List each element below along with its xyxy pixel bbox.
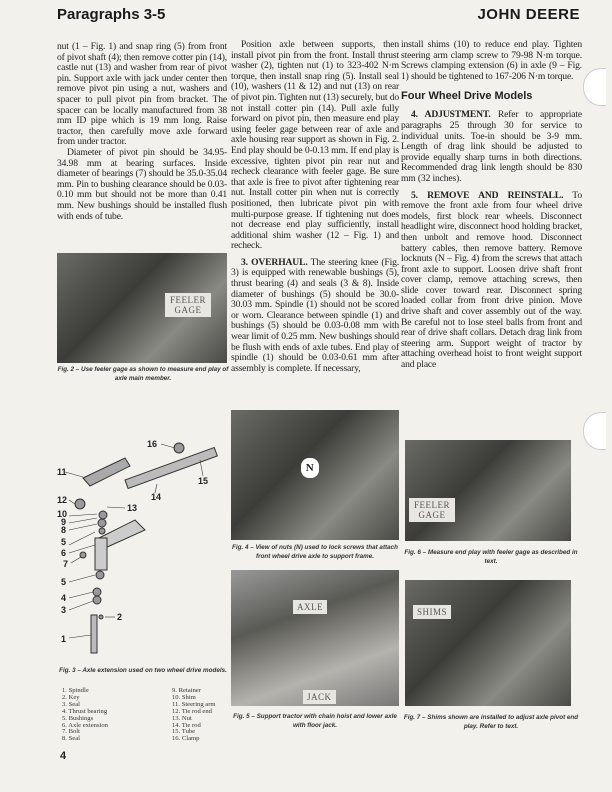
legend-item: 12. Tie rod end [172,707,212,715]
paragraph-remove-reinstall [401,191,582,371]
paragraph-adjustment [401,110,582,184]
fig4-caption: Fig. 4 – View of nuts (N) used to lock screws that attach front wheel drive axle to support frame. [232,544,398,560]
fig2-photo [57,253,227,363]
paragraph-body: The steering knee (Fig. 3) is equipped with renewable bushings (5), thrust bearing (4) and seals (3 & 8). Inside diameter of bushings (5) should be 30.0-30.03 mm. Spindle (1) should not be scored or worn. Clearance between spindle (1) and bushings (5) should be 0.03-0.08 mm with wear limit of 0.25 mm. New bushings should be flush with ends of axle tubes. End play of spindle (1) should be 0.03-0.61 mm after assembly is complete. If necessary, [231,256,399,374]
paragraph: Diameter of pivot pin should be 34.95-34.98 mm at bearing surfaces. Inside diameter of bearings (7) should be 35.0-35.04 mm. Pin to bushing clearance should be 0.03-0.10 mm but should not be more than 0.41 mm. New bushings should be installed flush with ends of tube. [57,146,227,222]
text-column-3 [401,40,582,371]
fig3-callout: 1 [61,634,67,644]
paragraph-heading: 4. ADJUSTMENT. [411,109,491,121]
fig6-caption: Fig. 6 – Measure end play with feeler gage as described in text. [404,549,578,565]
binder-hole [583,68,606,106]
fig2-caption: Fig. 2 – Use feeler gage as shown to measure end play of axle main member. [57,366,229,382]
fig3-callout: 4 [61,593,67,603]
fig3-callout: 12 [57,495,68,505]
fig3-callout: 14 [151,492,162,502]
legend-item: 10. Shim [172,693,196,701]
legend-item: 3. Seal [62,700,80,708]
fig7-photo [405,580,571,706]
fig3-callout: 3 [61,605,67,615]
paragraph-overhaul [231,258,399,375]
page-header-brand: JOHN DEERE [477,6,580,23]
legend-item: 13. Nut [172,714,192,722]
fig3-callout: 8 [61,525,67,535]
legend-item: 6. Axle extension [62,721,108,729]
fig3-callout: 11 [57,467,67,477]
page-header-section: Paragraphs 3-5 [57,6,166,23]
legend-item: 8. Seal [62,735,80,743]
fig5-caption: Fig. 5 – Support tractor with chain hoist and lower axle with floor jack. [233,713,397,729]
fig3-callout: 7 [63,559,69,569]
legend-item: 9. Retainer [172,687,201,694]
fig4-photo [231,410,399,540]
fig3-callout: 5 [61,577,67,587]
legend-item: 14. Tie rod [172,721,201,729]
fig3-callout: 9 [61,517,67,527]
fig5-photo-label-axle: AXLE [293,600,327,614]
section-heading: Four Wheel Drive Models [401,90,533,103]
page-number: 4 [60,750,67,762]
binder-hole [583,412,606,450]
paragraph: nut (1 – Fig. 1) and snap ring (5) from front of pivot shaft (4); then remove cotter pin (14), castle nut (13) and washer from rear of pivot pin. Support axle with jack under center then remove pivot pin using a nut, washers and spacer to pull pivot pin from bracket. The spacer can be locally manufactured from 38 mm ID pipe which is 19 mm long. Raise tractor, then carefully move axle forward from under tractor. [57,41,227,148]
fig3-callout: 6 [61,548,67,558]
fig3-callout: 10 [57,509,68,519]
legend-item: 15. Tube [172,728,196,736]
text-column-2 [231,40,399,374]
text-column-1 [57,42,227,222]
fig3-callout: 5 [61,537,67,547]
fig3-callout: 15 [198,476,209,486]
fig2-photo-label: FEELER GAGE [165,293,211,317]
paragraph-heading: 5. REMOVE AND REINSTALL. [411,189,564,201]
fig5-photo-label-jack: JACK [303,690,336,704]
paragraph-body: To remove the front axle from four wheel drive models, first block rear wheels. Disconnect headlight wire, disconnect hood holding bracket, then unbolt and remove hood. Disconnect battery cables, then remove battery. Remove locknuts (N – Fig. 4) from the screws that attach front axle to support. Loosen drive shaft front cover clamp, remove attaching screws, then slide cover toward rear. Disconnect spring loaded collar from front drive pinion. Move drive shaft and cover assembly out of the way. Be careful not to lose steel balls from front and rear of drive shaft collars. Detach drag link from steering arm. Support weight of tractor by attaching overhead hoist to front weight support and place [401,189,582,371]
fig6-photo [405,440,571,541]
paragraph-body: Refer to appropriate paragraphs 25 through 30 for service to individual units. Toe-in should be 3-9 mm. Length of drag link should be adjusted to provide equally sharp turns in both directions. Recommended drag link length should be 830 mm (32 inches). [401,109,582,184]
fig6-photo-label: FEELER GAGE [409,498,455,522]
legend-item: 11. Steering arm [172,700,216,708]
fig3-caption: Fig. 3 – Axle extension used on two wheel drive models. [59,667,227,674]
legend-item: 4. Thrust bearing [62,707,108,715]
legend-item: 5. Bushings [62,714,94,722]
paragraph: Position axle between supports, then install pivot pin from the front. Install thrust washer (2), tighten nut (1) to 323-402 N·m torque, then install snap ring (5). Install seal (10), washers (11 & 12) and nut (13) on rear of pivot pin. Tighten nut (13) securely, but do not install cotter pin (14). Pull axle fully forward on pivot pin, then measure end play using feeler gage between rear of axle and axle housing rear support as shown in Fig. 2. End play should be 0-0.13 mm. If end play is excessive, tighten pivot pin rear nut and recheck clearance with feeler gage. Be sure that axle is free to pivot after tightening rear nut. Install cotter pin when nut is correctly positioned, then lubricate pivot pin with multi-purpose grease. If tightening nut does not decrease end play sufficiently, install additional shim washer (12 – Fig. 1) and recheck. [231,39,399,252]
legend-item: 16. Clamp [172,735,200,743]
paragraph: install shims (10) to reduce end play. Tighten steering arm clamp screw to 79-98 N·m torque. Screws clamping extension (6) in axle (9 – Fig. 1) should be tightened to 167-206 N·m torque. [401,39,582,82]
legend-item: 1. Spindle [62,687,89,694]
fig3-callout: 13 [127,503,138,513]
fig7-photo-label: SHIMS [413,605,451,619]
legend-item: 7. Bolt [62,728,80,736]
paragraph-heading: 3. OVERHAUL. [241,256,308,268]
legend-item: 2. Key [62,693,80,701]
fig7-caption: Fig. 7 – Shims shown are installed to adjust axle pivot end play. Refer to text. [403,714,579,730]
fig3-callout: 2 [117,612,123,622]
fig5-photo [231,570,399,706]
fig3-exploded-diagram [55,420,235,665]
fig3-callout: 16 [147,439,158,449]
fig4-photo-label: N [301,458,319,478]
